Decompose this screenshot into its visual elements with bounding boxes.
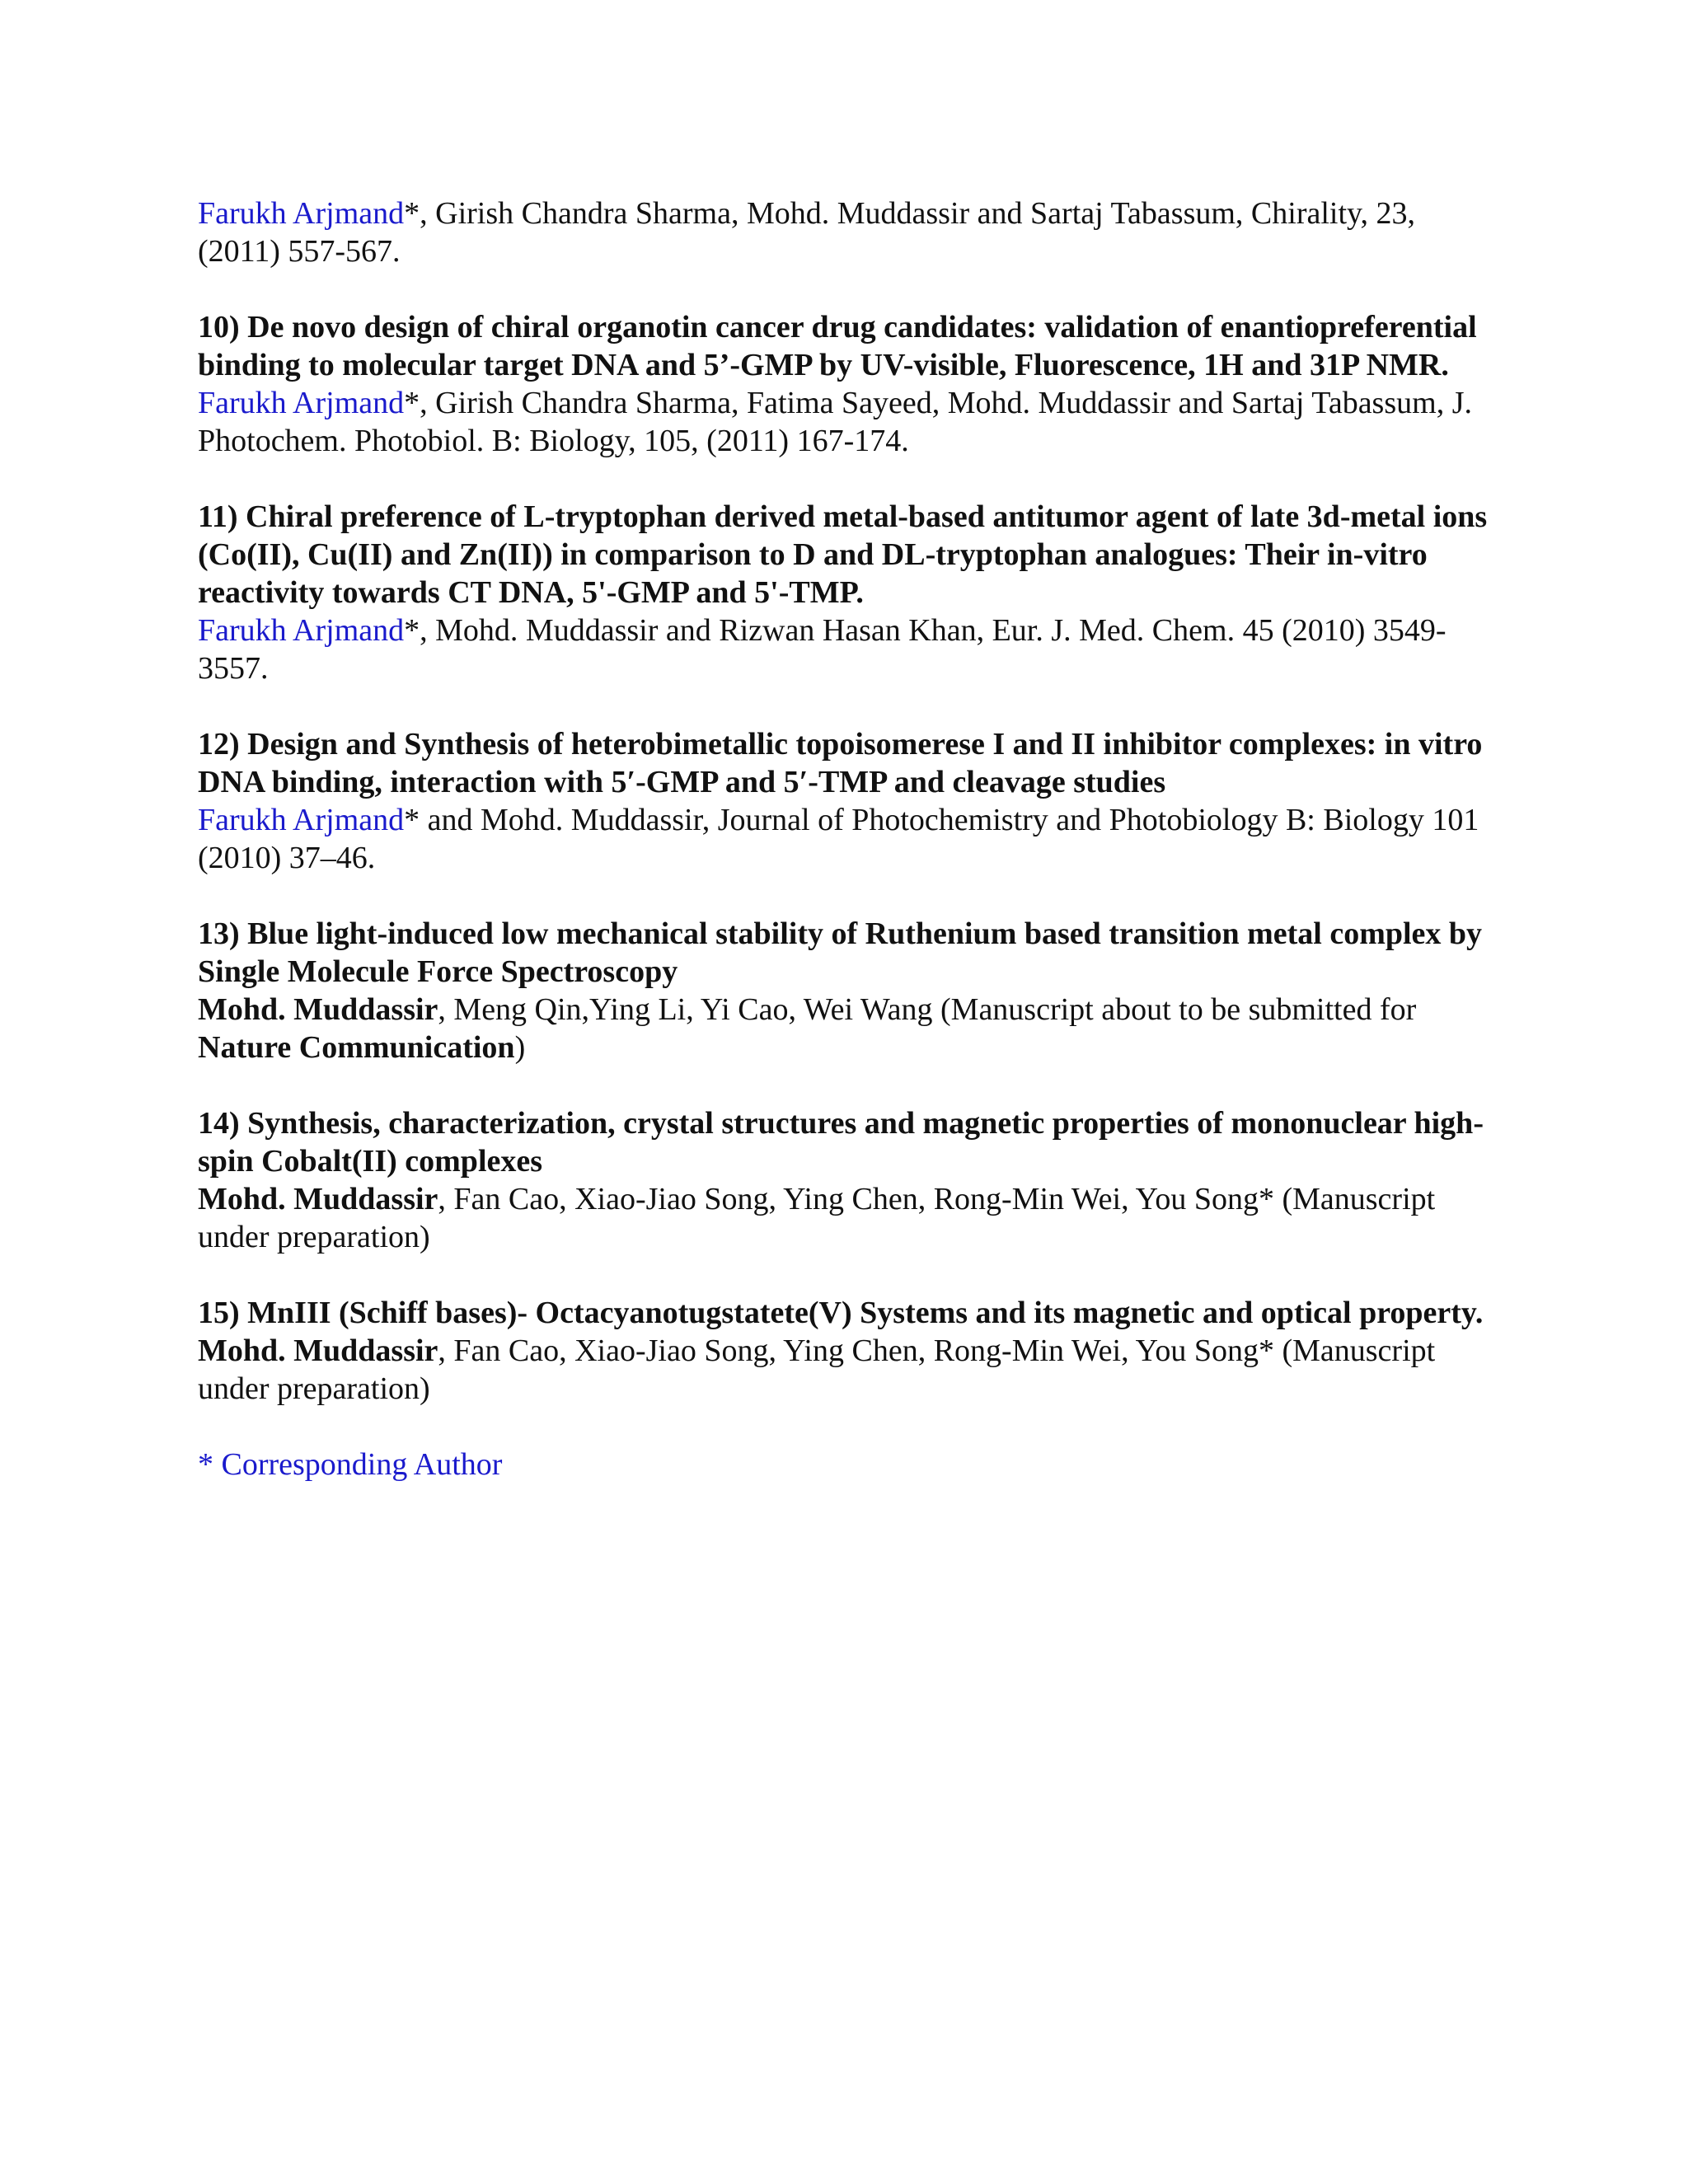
publication-authors (198, 801, 1500, 877)
authors-citation: , Meng Qin,Ying Li, Yi Cao, Wei Wang (Manuscript about to be submitted for (438, 992, 1417, 1027)
corresponding-author-footnote: * Corresponding Author (198, 1447, 503, 1482)
document-page (198, 194, 1500, 1483)
publication-10 (198, 308, 1500, 460)
publication-13 (198, 915, 1500, 1066)
publication-title: 13) Blue light-induced low mechanical stability of Ruthenium based transition metal complex by Single Molecule Force Spectroscopy (198, 916, 1483, 989)
bold-author: Mohd. Muddassir (198, 992, 438, 1027)
journal-name: Nature Communication (198, 1030, 515, 1065)
authors-citation: *, Mohd. Muddassir and Rizwan Hasan Khan, Eur. J. Med. Chem. 45 (2010) 3549-3557. (198, 613, 1447, 686)
bold-author: Mohd. Muddassir (198, 1182, 438, 1216)
publication-authors (198, 1332, 1500, 1408)
publication-continued (198, 194, 1500, 270)
publication-authors (198, 1180, 1500, 1256)
authors-citation: * and Mohd. Muddassir, Journal of Photochemistry and Photobiology B: Biology 101 (2010) 37–46. (198, 803, 1479, 875)
publication-authors (198, 991, 1500, 1066)
bold-author: Mohd. Muddassir (198, 1333, 438, 1368)
authors-citation: *, Girish Chandra Sharma, Fatima Sayeed, Mohd. Muddassir and Sartaj Tabassum, J. Photochem. Photobiol. B: Biology, 105, (2011) 167-174. (198, 386, 1472, 458)
publication-authors (198, 194, 1500, 270)
publication-title: 12) Design and Synthesis of heterobimetallic topoisomerese I and II inhibitor complexes: in vitro DNA binding, interaction with 5′-GMP and 5′-TMP and cleavage studies (198, 727, 1483, 799)
authors-citation: , Fan Cao, Xiao-Jiao Song, Ying Chen, Rong-Min Wei, You Song* (Manuscript under preparation) (198, 1333, 1436, 1406)
publication-title: 11) Chiral preference of L-tryptophan derived metal-based antitumor agent of late 3d-metal ions (Co(II), Cu(II) and Zn(II)) in comparison to D and DL-tryptophan analogues: Their in-vitro reactivity towards CT DNA, 5'-GMP and 5'-TMP. (198, 499, 1488, 610)
publication-title: 15) MnIII (Schiff bases)- Octacyanotugstatete(V) Systems and its magnetic and optical property. (198, 1296, 1484, 1330)
authors-citation: , Fan Cao, Xiao-Jiao Song, Ying Chen, Rong-Min Wei, You Song* (Manuscript under preparation) (198, 1182, 1436, 1254)
publication-14 (198, 1104, 1500, 1256)
publication-authors (198, 384, 1500, 460)
publication-title: 14) Synthesis, characterization, crystal structures and magnetic properties of mononuclear high-spin Cobalt(II) complexes (198, 1106, 1484, 1179)
highlighted-author: Farukh Arjmand (198, 613, 405, 648)
highlighted-author: Farukh Arjmand (198, 803, 405, 837)
publication-title: 10) De novo design of chiral organotin cancer drug candidates: validation of enantiopreferential binding to molecular target DNA and 5’-GMP by UV-visible, Fluorescence, 1H and 31P NMR. (198, 310, 1477, 382)
authors-citation: *, Girish Chandra Sharma, Mohd. Muddassir and Sartaj Tabassum, Chirality, 23, (2011) 557-567. (198, 196, 1416, 269)
publication-15 (198, 1294, 1500, 1408)
publication-11 (198, 498, 1500, 687)
publication-12 (198, 725, 1500, 877)
authors-citation-end: ) (514, 1030, 526, 1065)
publication-authors (198, 612, 1500, 687)
highlighted-author: Farukh Arjmand (198, 196, 405, 231)
highlighted-author: Farukh Arjmand (198, 386, 405, 420)
